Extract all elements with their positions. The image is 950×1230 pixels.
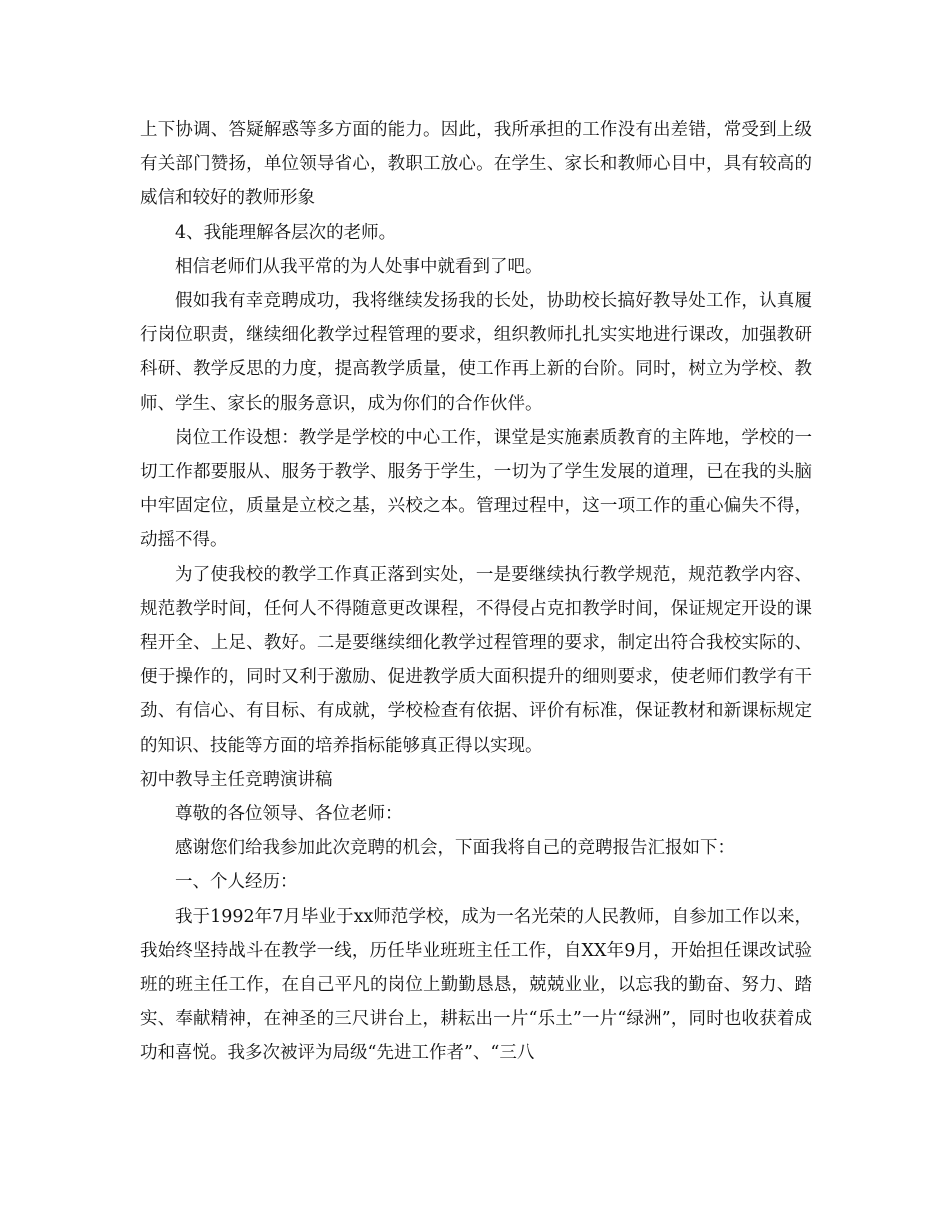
section-title: 初中教导主任竞聘演讲稿	[140, 769, 333, 790]
paragraph-implementation: 为了使我校的教学工作真正落到实处，一是要继续执行教学规范，规范教学内容、规范教学时间，任何人不得随意更改课程，不得侵占克扣教学时间，保证规定开设的课程开全、上足、教好。二是要继续细化教学过程管理的要求，制定出符合我校实际的、便于操作的，同时又利于激励、促进教学质大面积提升的细则要求，使老师们教学有干劲、有信心、有目标、有成就，学校检查有依据、评价有标准，保证教材和新课标规定的知识、技能等方面的培养指标能够真正得以实现。	[140, 564, 812, 756]
paragraph-trust: 相信老师们从我平常的为人处事中就看到了吧。	[175, 256, 543, 277]
paragraph-experience: 我于1992年7月毕业于xx师范学校，成为一名光荣的人民教师，自参加工作以来，我始终坚持战斗在教学一线，历任毕业班班主任工作，自XX年9月，开始担任课改试验班的班主任工作，在自己平凡的岗位上勤勤恳恳，兢兢业业，以忘我的勤奋、努力、踏实、奉献精神，在神圣的三尺讲台上，耕耘出一片“乐土”一片“绿洲”，同时也收获着成功和喜悦。我多次被评为局级“先进工作者”、“三八	[140, 906, 812, 1064]
paragraph-point-4: 4、我能理解各层次的老师。	[175, 222, 397, 243]
paragraph-continuation: 上下协调、答疑解惑等多方面的能力。因此，我所承担的工作没有出差错，常受到上级有关部门赞扬，单位领导省心，教职工放心。在学生、家长和教师心目中，具有较高的威信和较好的教师形象	[140, 120, 812, 209]
paragraph-experience-heading: 一、个人经历：	[175, 872, 298, 893]
document-body	[140, 113, 812, 1071]
paragraph-salutation: 尊敬的各位领导、各位老师：	[175, 804, 403, 825]
paragraph-thanks: 感谢您们给我参加此次竞聘的机会，下面我将自己的竞聘报告汇报如下：	[175, 838, 735, 859]
paragraph-if-successful: 假如我有幸竞聘成功，我将继续发扬我的长处，协助校长搞好教导处工作，认真履行岗位职责，继续细化教学过程管理的要求，组织教师扎扎实实地进行课改，加强教研科研、教学反思的力度，提高教学质量，使工作再上新的台阶。同时，树立为学校、教师、学生、家长的服务意识，成为你们的合作伙伴。	[140, 291, 812, 414]
paragraph-work-plan: 岗位工作设想：教学是学校的中心工作，课堂是实施素质教育的主阵地，学校的一切工作都要服从、服务于教学、服务于学生，一切为了学生发展的道理，已在我的头脑中牢固定位，质量是立校之基，兴校之本。管理过程中，这一项工作的重心偏失不得，动摇不得。	[140, 427, 812, 551]
